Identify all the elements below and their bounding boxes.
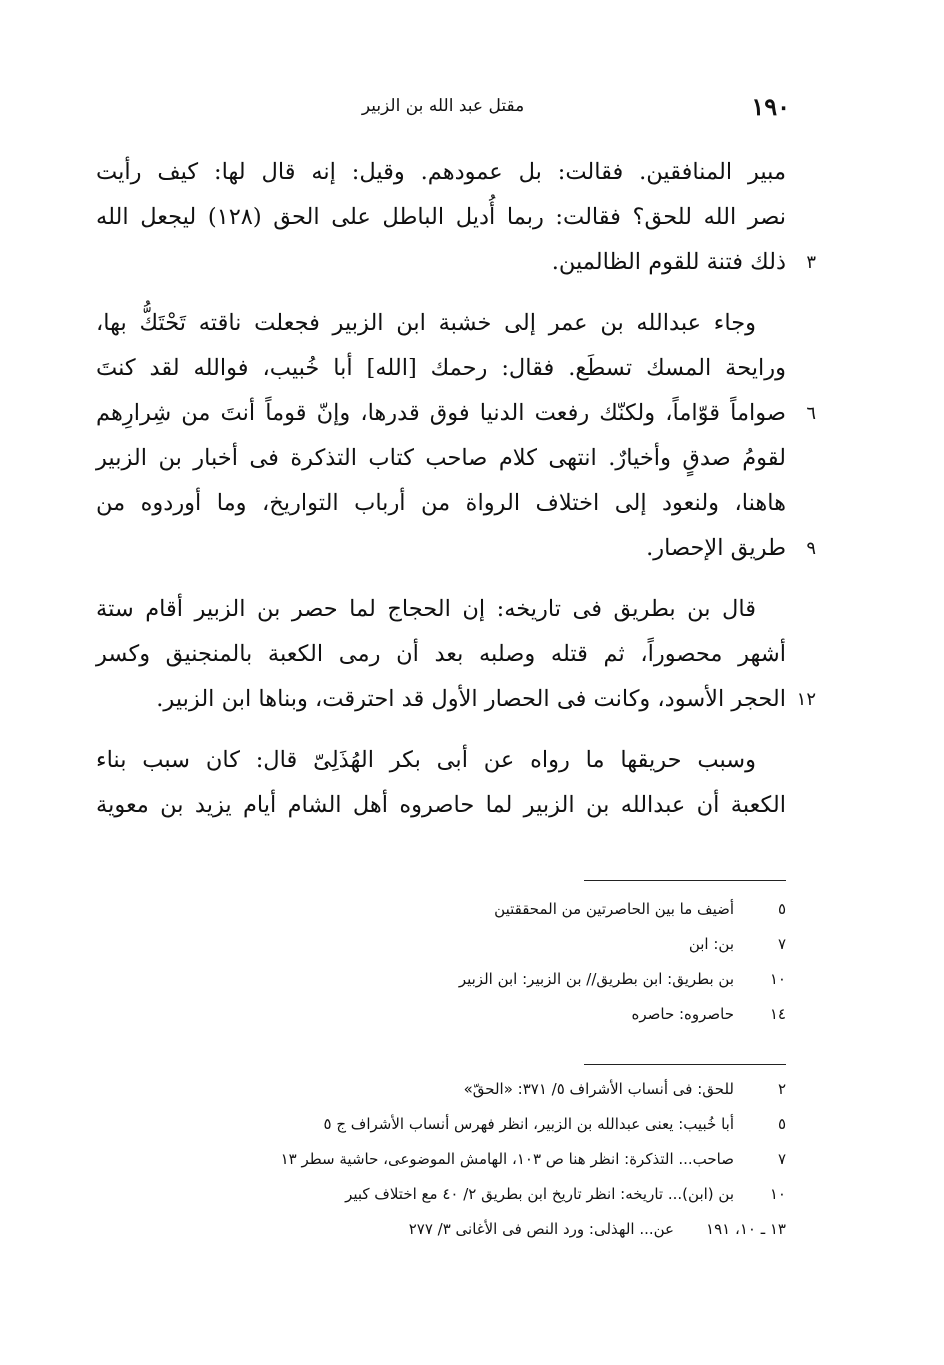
variant-note <box>250 927 786 962</box>
note-text: أضيف ما بين الحاصرتين من المحققتين <box>494 900 734 918</box>
note-text: للحق: فى أنساب الأشراف ٥/ ٣٧١: «الحقّ» <box>463 1080 734 1098</box>
note-text: صاحب... التذكرة: انظر هنا ص ١٠٣، الهامش الموضوعى، حاشية سطر ١٣ <box>280 1150 734 1168</box>
variant-note <box>250 997 786 1032</box>
note-line-ref: ٢ <box>777 1080 786 1098</box>
note-line-ref: ٧ <box>777 1150 786 1168</box>
paragraph <box>96 150 816 285</box>
note-text: أبا خُبيب: يعنى عبدالله بن الزبير، انظر فهرس أنساب الأشراف ج ٥ <box>323 1115 734 1133</box>
text-line: الكعبة أن عبدالله بن الزبير لما حاصروه أهل الشام أيام يزيد بن معوية <box>96 792 786 818</box>
paragraph <box>96 587 816 722</box>
note-line-ref: ٧ <box>777 935 786 953</box>
note-line-ref: ١٠ <box>769 1185 786 1203</box>
page-header <box>96 92 790 128</box>
note-text: حاصروه: حاصره <box>631 1005 734 1023</box>
note-text: بن: ابن <box>688 935 734 953</box>
text-line: نصر الله للحق؟ فقالت: ربما أُديل الباطل على الحق (١٢٨) ليجعل الله <box>96 204 786 230</box>
note-text: بن (ابن)... تاريخه: انظر تاريخ ابن بطريق ٢/ ٤٠ مع اختلاف كبير <box>345 1185 734 1203</box>
text-line: صواماً قوّاماً، ولكنّك رفعت الدنيا فوق قدرها، وإنّ قوماً أنتَ من شِرارِهم ٦ <box>96 391 786 436</box>
footnote-rule <box>584 1064 786 1065</box>
footnote <box>120 1107 786 1142</box>
footnote <box>120 1072 786 1107</box>
line-number: ٣ <box>806 252 816 273</box>
footnotes <box>120 1072 786 1247</box>
apparatus-rule <box>584 880 786 881</box>
note-text: عن... الهذلى: ورد النص فى الأغانى ٣/ ٢٧٧ <box>408 1220 674 1238</box>
text-line: وسبب حريقها ما رواه عن أبى بكر الهُذَلِىّ قال: كان سبب بناء <box>96 747 756 773</box>
paragraph <box>96 738 786 828</box>
text-line: ذلك فتنة للقوم الظالمين. ٣ <box>96 240 786 285</box>
note-line-ref: ١٤ <box>769 1005 786 1023</box>
text-line: طريق الإحصار. ٩ <box>96 526 786 571</box>
footnote <box>120 1142 786 1177</box>
note-line-ref: ١٣ ـ ١٠، ١٩١ <box>706 1220 786 1238</box>
note-line-ref: ٥ <box>777 900 786 918</box>
text-line: لقومُ صدقٍ وأخيارٌ. انتهى كلام صاحب كتاب التذكرة فى أخبار بن الزبير <box>96 445 786 471</box>
variant-readings <box>250 892 786 1032</box>
note-line-ref: ١٠ <box>769 970 786 988</box>
variant-note <box>250 962 786 997</box>
text-line: وجاء عبدالله بن عمر إلى خشبة ابن الزبير فجعلت ناقته تَحْتَكُّ بها، <box>96 310 756 336</box>
text-line: الحجر الأسود، وكانت فى الحصار الأول قد احترقت، وبناها ابن الزبير. ١٢ <box>96 677 786 722</box>
text-line: مبير المنافقين. فقالت: بل عمودهم. وقيل: إنه قال لها: كيف رأيت <box>96 159 786 185</box>
line-number: ١٢ <box>796 689 816 710</box>
variant-note <box>250 892 786 927</box>
text-line: أشهر محصوراً، ثم قتله وصلبه بعد أن رمى الكعبة بالمنجنيق وكسر <box>96 641 786 667</box>
footnote <box>120 1177 786 1212</box>
page-number: ١٩٠ <box>751 92 790 121</box>
running-title: مقتل عبد الله بن الزبير <box>361 96 525 116</box>
line-number: ٦ <box>806 403 816 424</box>
footnote <box>120 1212 786 1247</box>
line-number: ٩ <box>806 538 816 559</box>
note-line-ref: ٥ <box>777 1115 786 1133</box>
main-text <box>96 150 816 828</box>
text-line: ورايحة المسك تسطَع. فقال: رحمك [الله] أبا خُبيب، فوالله لقد كنتَ <box>96 355 786 381</box>
note-text: بن بطريق: ابن بطريق// بن الزبير: ابن الزبير <box>458 970 734 988</box>
text-line: قال بن بطريق فى تاريخه: إن الحجاج لما حصر بن الزبير أقام ستة <box>96 596 756 622</box>
text-line: هاهنا، ولنعود إلى اختلاف الرواة من أرباب التواريخ، وما أوردوه من <box>96 490 786 516</box>
paragraph <box>96 301 816 571</box>
